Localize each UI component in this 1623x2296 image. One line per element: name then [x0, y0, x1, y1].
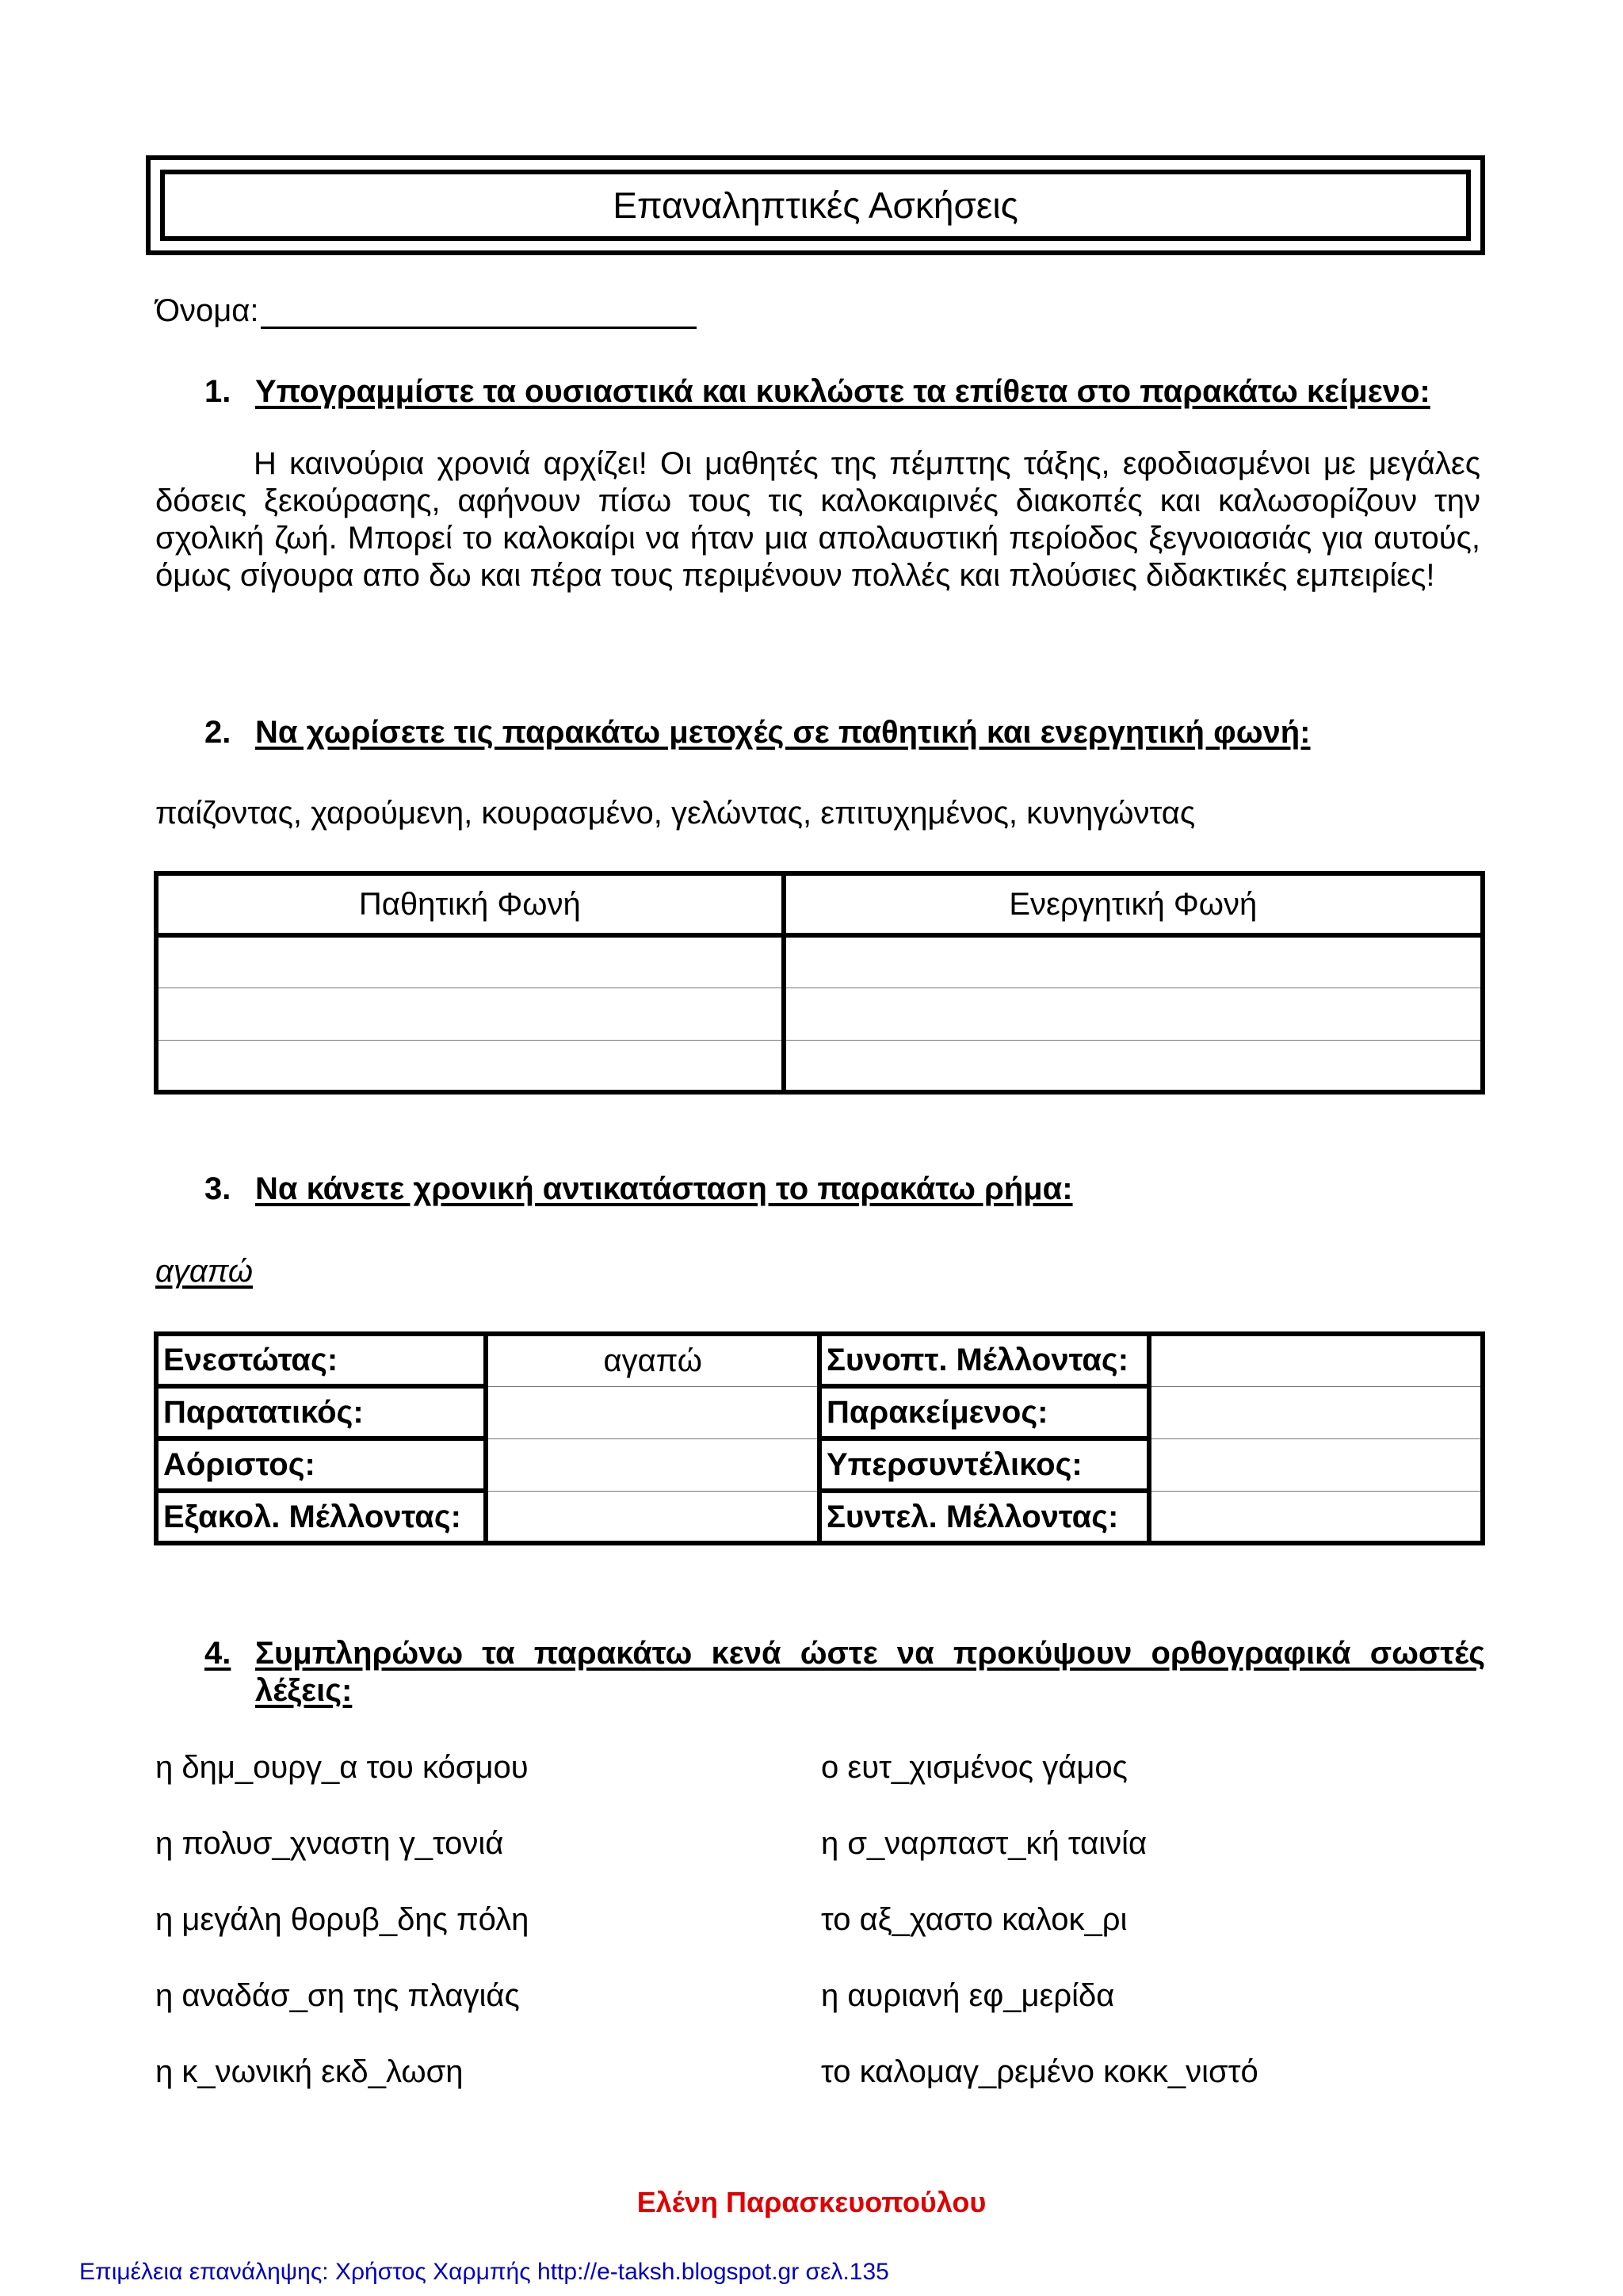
- q4-number: 4.: [204, 1636, 231, 1671]
- name-label: Όνομα:: [155, 293, 259, 328]
- tense-label: Ενεστώτας:: [156, 1334, 486, 1386]
- name-field: [155, 293, 697, 329]
- q1-passage: Η καινούρια χρονιά αρχίζει! Οι μαθητές της πέμπτης τάξης, εφοδιασμένοι με μεγάλες δόσεις ξεκούρασης, αφήνουν πίσω τους τις καλοκαιρινές διακοπές και καλωσορίζουν την σχολική ζωή. Μπορεί το καλοκαίρι να ήταν μια απολαυστική περίοδος ξεγνοιασιάς για αυτούς, όμως σίγουρα απο δω και πέρα τους περιμένουν πολλές και πλούσιες διδακτικές εμπειρίες!: [155, 446, 1480, 593]
- fill-blank-item[interactable]: η μεγάλη θορυβ_δης πόλη: [155, 1902, 529, 1937]
- q2-heading: [204, 715, 1311, 751]
- fill-blank-item[interactable]: η πολυσ_χναστη γ_τονιά: [155, 1826, 504, 1861]
- q1-number: 1.: [204, 374, 231, 409]
- voice-cell[interactable]: [784, 1040, 1483, 1092]
- q2-heading-text: Να χωρίσετε τις παρακάτω μετοχές σε παθητική και ενεργητική φωνή:: [255, 715, 1311, 750]
- fill-blank-item[interactable]: η κ_νωνική εκδ_λωση: [155, 2054, 464, 2089]
- tense-label: Εξακολ. Μέλλοντας:: [156, 1491, 486, 1543]
- q3-heading-text: Να κάνετε χρονική αντικατάσταση το παρακάτω ρήμα:: [255, 1171, 1073, 1206]
- tense-label: Παρατατικός:: [156, 1386, 486, 1438]
- author-name: Ελένη Παρασκευοπούλου: [636, 2186, 987, 2218]
- tense-value[interactable]: [1149, 1334, 1483, 1386]
- voice-cell[interactable]: [156, 988, 784, 1040]
- tense-label: Υπερσυντέλικος:: [819, 1438, 1149, 1491]
- tense-value[interactable]: [1149, 1438, 1483, 1491]
- page-title: Επαναληπτικές Ασκήσεις: [160, 170, 1471, 241]
- voice-cell[interactable]: [156, 1040, 784, 1092]
- q3-heading: [204, 1171, 1073, 1207]
- fill-blank-item[interactable]: το αξ_χαστο καλοκ_ρι: [821, 1902, 1128, 1937]
- voice-col-passive: Παθητική Φωνή: [156, 873, 784, 935]
- voice-cell[interactable]: [784, 935, 1483, 988]
- fill-blank-item[interactable]: το καλομαγ_ρεμένο κοκκ_νιστό: [821, 2054, 1258, 2089]
- voice-col-active: Ενεργητική Φωνή: [784, 873, 1483, 935]
- tense-value[interactable]: [486, 1438, 819, 1491]
- tense-value[interactable]: [486, 1386, 819, 1438]
- voice-table: [154, 871, 1485, 1095]
- q2-word-list: παίζοντας, χαρούμενη, κουρασμένο, γελώντας, επιτυχημένος, κυνηγώντας: [155, 796, 1196, 831]
- name-blank-line[interactable]: [261, 296, 697, 329]
- q3-number: 3.: [204, 1171, 231, 1206]
- tense-value[interactable]: [1149, 1386, 1483, 1438]
- q1-heading-text: Υπογραμμίστε τα ουσιαστικά και κυκλώστε τα επίθετα στο παρακάτω κείμενο:: [255, 374, 1430, 409]
- fill-blank-item[interactable]: η δημ_ουργ_α του κόσμου: [155, 1750, 529, 1785]
- fill-blank-item[interactable]: η αναδάσ_ση της πλαγιάς: [155, 1978, 520, 2013]
- tense-value[interactable]: αγαπώ: [486, 1334, 819, 1386]
- page-footer: Επιμέλεια επανάληψης: Χρήστος Χαρμπής http://e-taksh.blogspot.gr σελ.135: [79, 2259, 889, 2285]
- fill-blank-item[interactable]: η σ_ναρπαστ_κή ταινία: [821, 1826, 1148, 1861]
- q3-verb: αγαπώ: [155, 1254, 254, 1289]
- q4-heading: [204, 1635, 1485, 1710]
- tense-label: Παρακείμενος:: [819, 1386, 1149, 1438]
- tense-value[interactable]: [1149, 1491, 1483, 1543]
- voice-cell[interactable]: [784, 988, 1483, 1040]
- fill-blank-item[interactable]: ο ευτ_χισμένος γάμος: [821, 1750, 1128, 1785]
- fill-blank-item[interactable]: η αυριανή εφ_μερίδα: [821, 1978, 1115, 2013]
- q1-heading: [204, 374, 1430, 410]
- q4-heading-text: Συμπληρώνω τα παρακάτω κενά ώστε να προκύψουν ορθογραφικά σωστές λέξεις:: [255, 1636, 1485, 1708]
- tense-table: [154, 1331, 1485, 1545]
- q2-number: 2.: [204, 715, 231, 750]
- tense-label: Συντελ. Μέλλοντας:: [819, 1491, 1149, 1543]
- tense-value[interactable]: [486, 1491, 819, 1543]
- voice-cell[interactable]: [156, 935, 784, 988]
- tense-label: Αόριστος:: [156, 1438, 486, 1491]
- title-frame: [146, 155, 1485, 255]
- tense-label: Συνοπτ. Μέλλοντας:: [819, 1334, 1149, 1386]
